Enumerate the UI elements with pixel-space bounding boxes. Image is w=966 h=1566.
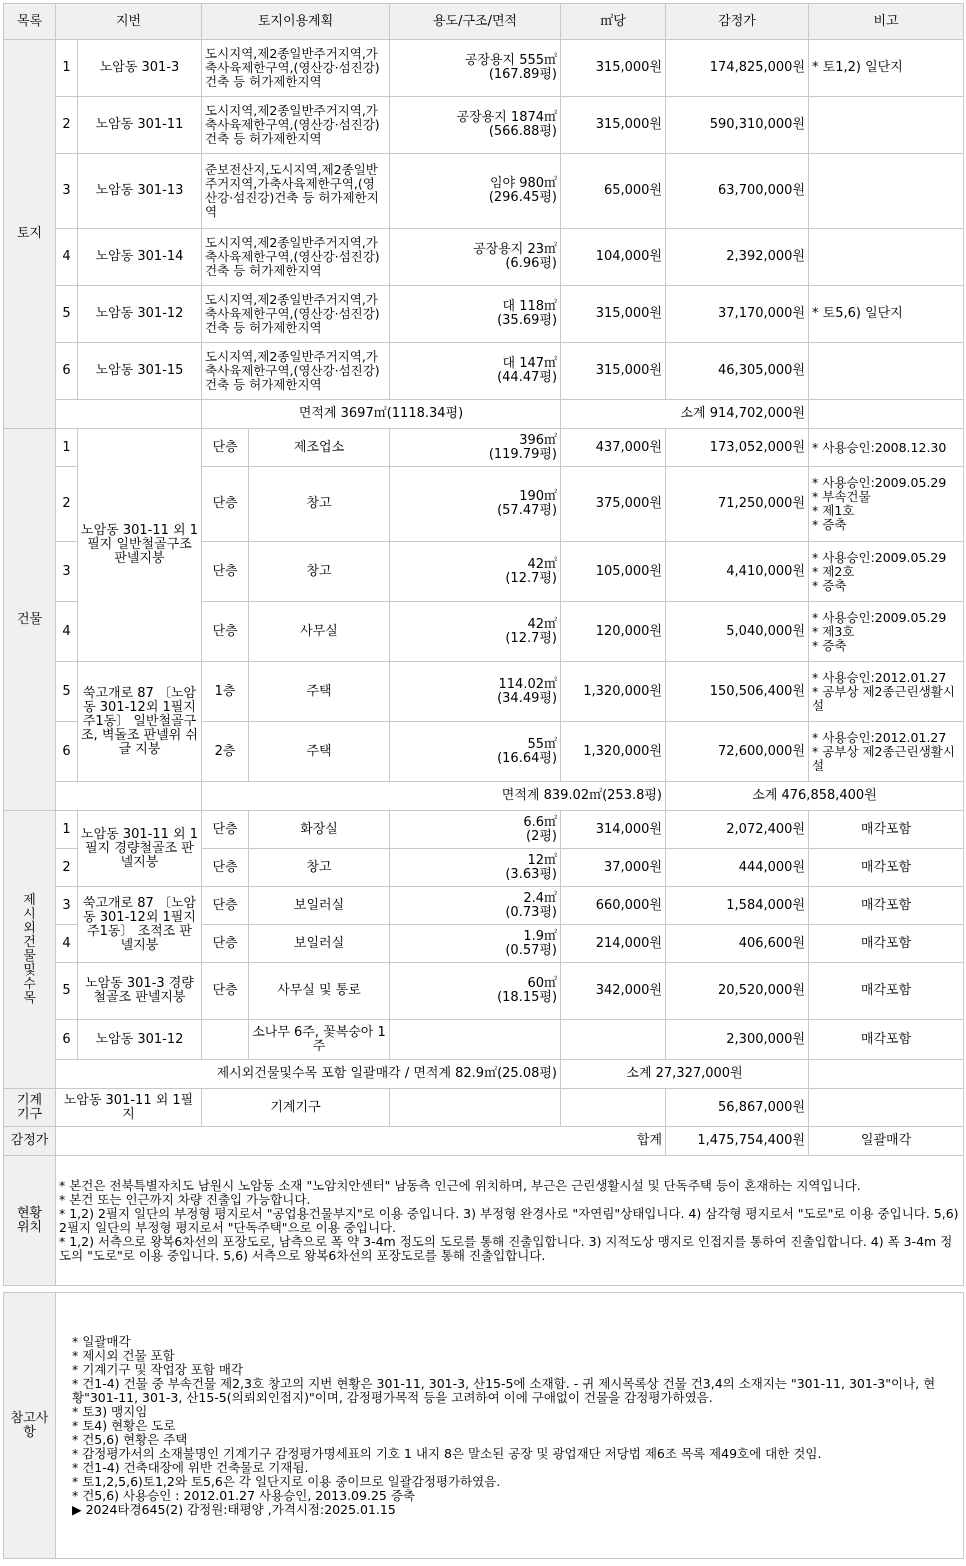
- extra-row: [4, 963, 964, 1020]
- row-no: 1: [56, 811, 78, 849]
- appraised-price: 72,600,000원: [666, 722, 809, 782]
- appraised-price: 2,392,000원: [666, 229, 809, 286]
- appraisal-table-body: [4, 4, 964, 1559]
- extra-lot-b: 쑥고개로 87 〔노암동 301-12외 1필지 주1동〕 조적조 판넬지붕: [78, 887, 202, 963]
- remark: * 사용승인:2008.12.30: [809, 429, 964, 467]
- building-area: 114.02㎡ (34.49평): [390, 662, 561, 722]
- remark: 매각포함: [809, 811, 964, 849]
- unit-price: 315,000원: [561, 343, 666, 400]
- header-용도: 용도/구조/면적: [390, 4, 561, 40]
- remark: * 토1,2) 일단지: [809, 40, 964, 97]
- floor: 단층: [202, 887, 249, 925]
- floor: 단층: [202, 811, 249, 849]
- building-subtotal: 소계 476,858,400원: [666, 782, 964, 811]
- reference-line: * 토3) 맹지임: [72, 1403, 148, 1419]
- land-row: [4, 286, 964, 343]
- row-no: 2: [56, 467, 78, 542]
- appraised-price: 37,170,000원: [666, 286, 809, 343]
- unit-price: 315,000원: [561, 97, 666, 154]
- location-line: * 1,2) 서측으로 왕복6차선의 포장도로, 남측으로 폭 약 3-4m 정도의 도로를 통해 진출입합니다. 3) 지적도상 맹지로 인접지를 통하여 진출입합니다. 4) 폭 3-4m 정도의 "도로"로 이용 중입니다. 5,6) 서측으로 왕복6차선의 포장도로를 통해 진출입합니다.: [59, 1233, 953, 1263]
- machine-row: [4, 1089, 964, 1127]
- unit-price: 660,000원: [561, 887, 666, 925]
- reference-line: * 건1-4) 건물 중 부속건물 제2,3호 창고의 지번 현황은 301-11, 301-3, 산15-5에 소재함. - 귀 제시목록상 건물 건3,4의 소재지는 "301-11, 301-3"이나, 현황"301-11, 301-3, 산15-5(의뢰외인접지)"이며, 감정평가목적 등을 고려하여 이에 구애없이 건물을 감정평가하였음.: [72, 1375, 936, 1405]
- land-use-plan: 도시지역,제2종일반주거지역,가축사육제한구역,(영산강·섬진강)건축 등 허가제한지역: [202, 97, 390, 154]
- land-row: [4, 40, 964, 97]
- unit-price: 120,000원: [561, 602, 666, 662]
- extra-row: [4, 1020, 964, 1060]
- extra-use: 화장실: [249, 811, 390, 849]
- extra-lot-d: 노암동 301-12: [78, 1020, 202, 1060]
- building-use: 창고: [249, 467, 390, 542]
- appraised-price: 2,072,400원: [666, 811, 809, 849]
- total-price: 1,475,754,400원: [666, 1127, 809, 1156]
- header-비고: 비고: [809, 4, 964, 40]
- category-machine: 기계기구: [4, 1089, 56, 1127]
- building-area: 42㎡ (12.7평): [390, 602, 561, 662]
- lot-number: 노암동 301-15: [78, 343, 202, 400]
- floor: 단층: [202, 467, 249, 542]
- land-row: [4, 97, 964, 154]
- building-area: 55㎡ (16.64평): [390, 722, 561, 782]
- category-location: 현황위치: [4, 1156, 56, 1286]
- building-use: 주택: [249, 722, 390, 782]
- remark: * 사용승인:2009.05.29 * 제2호 * 증축: [809, 542, 964, 602]
- remark: [809, 97, 964, 154]
- extra-lot-a: 노암동 301-11 외 1필지 경량철골조 판넬지붕: [78, 811, 202, 887]
- appraised-price: 71,250,000원: [666, 467, 809, 542]
- reference-line: * 감정평가서의 소재불명인 기계기구 감정평가명세표의 기호 1 내지 8은 말소된 공장 및 광업재단 저당법 제6조 목록 제49호에 대한 것임.: [72, 1445, 822, 1461]
- unit-price: 105,000원: [561, 542, 666, 602]
- remark: 매각포함: [809, 887, 964, 925]
- land-subtotal: 소계 914,702,000원: [561, 400, 809, 429]
- building-lot-a: 노암동 301-11 외 1필지 일반철골구조 판넬지붕: [78, 429, 202, 662]
- use-area: 대 118㎡ (35.69평): [390, 286, 561, 343]
- extra-use: 소나무 6주, 꽃복숭아 1주: [249, 1020, 390, 1060]
- land-area-total: 면적계 3697㎡(1118.34평): [202, 400, 561, 429]
- extra-area: 1.9㎡ (0.57평): [390, 925, 561, 963]
- total-label: 합계: [56, 1127, 666, 1156]
- row-no: 6: [56, 1020, 78, 1060]
- unit-price: 37,000원: [561, 849, 666, 887]
- row-no: 4: [56, 925, 78, 963]
- header-감정가: 감정가: [666, 4, 809, 40]
- row-no: 4: [56, 229, 78, 286]
- unit-price: 375,000원: [561, 467, 666, 542]
- remark: 매각포함: [809, 925, 964, 963]
- unit-price: 437,000원: [561, 429, 666, 467]
- header-목록: 목록: [4, 4, 56, 40]
- extra-use: 사무실 및 통로: [249, 963, 390, 1020]
- extra-area: 12㎡ (3.63평): [390, 849, 561, 887]
- remark: * 사용승인:2009.05.29 * 제3호 * 증축: [809, 602, 964, 662]
- extra-lot-c: 노암동 301-3 경량철골조 판넬지붕: [78, 963, 202, 1020]
- extra-row: [4, 811, 964, 849]
- building-use: 창고: [249, 542, 390, 602]
- remark: * 사용승인:2012.01.27 * 공부상 제2종근린생활시설: [809, 722, 964, 782]
- unit-price: 314,000원: [561, 811, 666, 849]
- reference-line: * 토1,2,5,6)토1,2와 토5,6은 각 일단지로 이용 중이므로 일괄감정평가하였음.: [72, 1473, 501, 1489]
- lot-number: 노암동 301-12: [78, 286, 202, 343]
- building-area: 190㎡ (57.47평): [390, 467, 561, 542]
- land-use-plan: 도시지역,제2종일반주거지역,가축사육제한구역,(영산강·섬진강)건축 등 허가제한지역: [202, 229, 390, 286]
- building-use: 사무실: [249, 602, 390, 662]
- building-area: 42㎡ (12.7평): [390, 542, 561, 602]
- row-no: 3: [56, 154, 78, 229]
- header-단가: ㎡당: [561, 4, 666, 40]
- use-area: 공장용지 1874㎡ (566.88평): [390, 97, 561, 154]
- remark: * 사용승인:2009.05.29 * 부속건물 * 제1호 * 증축: [809, 467, 964, 542]
- appraised-price: 63,700,000원: [666, 154, 809, 229]
- row-no: 6: [56, 343, 78, 400]
- row-no: 4: [56, 602, 78, 662]
- row-no: 2: [56, 97, 78, 154]
- appraised-price: 1,584,000원: [666, 887, 809, 925]
- appraised-price: 174,825,000원: [666, 40, 809, 97]
- floor: 단층: [202, 963, 249, 1020]
- appraisal-row: [4, 1127, 964, 1156]
- reference-line: ▶ 2024타경645(2) 감정원:태평양 ,가격시점:2025.01.15: [72, 1501, 396, 1517]
- reference-line: * 기계기구 및 작업장 포함 매각: [72, 1361, 244, 1377]
- unit-price: 342,000원: [561, 963, 666, 1020]
- category-extra: 제시외건물및수목: [4, 811, 56, 1089]
- land-use-plan: 도시지역,제2종일반주거지역,가축사육제한구역,(영산강·섬진강)건축 등 허가제한지역: [202, 40, 390, 97]
- land-row: [4, 154, 964, 229]
- building-lot-b: 쑥고개로 87 〔노암동 301-12외 1필지 주1동〕 일반철골구조, 벽돌조 판넬위 쉬글 지붕: [78, 662, 202, 782]
- floor: 2층: [202, 722, 249, 782]
- extra-row: [4, 887, 964, 925]
- use-area: 대 147㎡ (44.47평): [390, 343, 561, 400]
- building-area: 396㎡ (119.79평): [390, 429, 561, 467]
- unit-price: [561, 1020, 666, 1060]
- reference-line: * 건5,6) 사용승인 : 2012.01.27 사용승인, 2013.09.25 증축: [72, 1487, 415, 1503]
- unit-price: 104,000원: [561, 229, 666, 286]
- header-토지이용계획: 토지이용계획: [202, 4, 390, 40]
- reference-line: * 토4) 현황은 도로: [72, 1417, 176, 1433]
- floor: 단층: [202, 542, 249, 602]
- extra-area: 2.4㎡ (0.73평): [390, 887, 561, 925]
- unit-price: 315,000원: [561, 286, 666, 343]
- remark: [809, 154, 964, 229]
- land-summary-row: [4, 400, 964, 429]
- extra-area: 6.6㎡ (2평): [390, 811, 561, 849]
- appraised-price: 5,040,000원: [666, 602, 809, 662]
- remark: [809, 343, 964, 400]
- land-use-plan: 도시지역,제2종일반주거지역,가축사육제한구역,(영산강·섬진강)건축 등 허가제한지역: [202, 343, 390, 400]
- location-line: * 본건은 전북특별자치도 남원시 노암동 소재 "노암치안센터" 남동측 인근에 위치하며, 부근은 근린생활시설 및 단독주택 등이 혼재하는 지역입니다.: [59, 1177, 861, 1193]
- location-line: * 1,2) 2필지 일단의 부정형 평지로서 "공업용건물부지"로 이용 중입니다. 3) 부정형 완경사로 "자연림"상태입니다. 4) 삼각형 평지로서 "도로"로 이용 중입니다. 5,6) 2필지 일단의 부정형 평지로서 "단독주택"으로 이용 중입니다.: [59, 1205, 959, 1235]
- reference-row: [4, 1293, 964, 1559]
- category-building: 건물: [4, 429, 56, 811]
- location-line: * 본건 또는 인근까지 차량 진출입 가능합니다.: [59, 1191, 311, 1207]
- extra-use: 보일러실: [249, 887, 390, 925]
- use-area: 공장용지 555㎡ (167.89평): [390, 40, 561, 97]
- row-no: 1: [56, 40, 78, 97]
- appraised-price: 4,410,000원: [666, 542, 809, 602]
- table-header: [4, 4, 964, 40]
- lot-number: 노암동 301-3: [78, 40, 202, 97]
- floor: [202, 1020, 249, 1060]
- remark: 매각포함: [809, 849, 964, 887]
- floor: 단층: [202, 602, 249, 662]
- row-no: 6: [56, 722, 78, 782]
- reference-text: [56, 1293, 964, 1559]
- remark: * 사용승인:2012.01.27 * 공부상 제2종근린생활시설: [809, 662, 964, 722]
- category-appraisal: 감정가: [4, 1127, 56, 1156]
- remark: [809, 229, 964, 286]
- extra-subtotal: 소계 27,327,000원: [561, 1060, 809, 1089]
- row-no: 5: [56, 286, 78, 343]
- row-no: 2: [56, 849, 78, 887]
- extra-area-total: 제시외건물및수목 포함 일괄매각 / 면적계 82.9㎡(25.08평): [56, 1060, 561, 1089]
- reference-line: * 건1-4) 건축대장에 위반 건축물로 기재됨.: [72, 1459, 309, 1475]
- location-row: [4, 1156, 964, 1286]
- row-no: 3: [56, 887, 78, 925]
- reference-line: * 일괄매각: [72, 1333, 131, 1349]
- floor: 단층: [202, 849, 249, 887]
- remark: 매각포함: [809, 1020, 964, 1060]
- appraised-price: 150,506,400원: [666, 662, 809, 722]
- machine-use: 기계기구: [202, 1089, 390, 1127]
- category-reference: 참고사항: [4, 1293, 56, 1559]
- appraised-price: 590,310,000원: [666, 97, 809, 154]
- extra-use: 창고: [249, 849, 390, 887]
- land-use-plan: 도시지역,제2종일반주거지역,가축사육제한구역,(영산강·섬진강)건축 등 허가제한지역: [202, 286, 390, 343]
- extra-area: 60㎡ (18.15평): [390, 963, 561, 1020]
- land-use-plan: 준보전산지,도시지역,제2종일반주거지역,가축사육제한구역,(영산강·섬진강)건축 등 허가제한지역: [202, 154, 390, 229]
- total-remark: 일괄매각: [809, 1127, 964, 1156]
- header-지번: 지번: [56, 4, 202, 40]
- unit-price: 1,320,000원: [561, 662, 666, 722]
- floor: 단층: [202, 429, 249, 467]
- extra-use: 보일러실: [249, 925, 390, 963]
- appraised-price: 406,600원: [666, 925, 809, 963]
- row-no: 3: [56, 542, 78, 602]
- use-area: 임야 980㎡ (296.45평): [390, 154, 561, 229]
- building-use: 주택: [249, 662, 390, 722]
- appraisal-table: [3, 3, 964, 1559]
- reference-line: * 건5,6) 현황은 주택: [72, 1431, 188, 1447]
- unit-price: 214,000원: [561, 925, 666, 963]
- remark: 매각포함: [809, 963, 964, 1020]
- row-no: 5: [56, 963, 78, 1020]
- remark: * 토5,6) 일단지: [809, 286, 964, 343]
- building-use: 제조업소: [249, 429, 390, 467]
- building-area-total: 면적계 839.02㎡(253.8평): [202, 782, 666, 811]
- unit-price: 65,000원: [561, 154, 666, 229]
- floor: 단층: [202, 925, 249, 963]
- building-summary-row: [4, 782, 964, 811]
- extra-summary-row: [4, 1060, 964, 1089]
- floor: 1층: [202, 662, 249, 722]
- use-area: 공장용지 23㎡ (6.96평): [390, 229, 561, 286]
- lot-number: 노암동 301-14: [78, 229, 202, 286]
- appraised-price: 444,000원: [666, 849, 809, 887]
- unit-price: 315,000원: [561, 40, 666, 97]
- machine-lot: 노암동 301-11 외 1필지: [56, 1089, 202, 1127]
- machine-price: 56,867,000원: [666, 1089, 809, 1127]
- extra-area: [390, 1020, 561, 1060]
- appraised-price: 20,520,000원: [666, 963, 809, 1020]
- row-no: 5: [56, 662, 78, 722]
- lot-number: 노암동 301-11: [78, 97, 202, 154]
- location-text: [56, 1156, 964, 1286]
- appraised-price: 46,305,000원: [666, 343, 809, 400]
- lot-number: 노암동 301-13: [78, 154, 202, 229]
- unit-price: 1,320,000원: [561, 722, 666, 782]
- land-row: [4, 229, 964, 286]
- category-land: 토지: [4, 40, 56, 429]
- appraised-price: 2,300,000원: [666, 1020, 809, 1060]
- building-row: [4, 662, 964, 722]
- appraised-price: 173,052,000원: [666, 429, 809, 467]
- building-row: [4, 429, 964, 467]
- reference-line: * 제시외 건물 포함: [72, 1347, 175, 1363]
- land-row: [4, 343, 964, 400]
- row-no: 1: [56, 429, 78, 467]
